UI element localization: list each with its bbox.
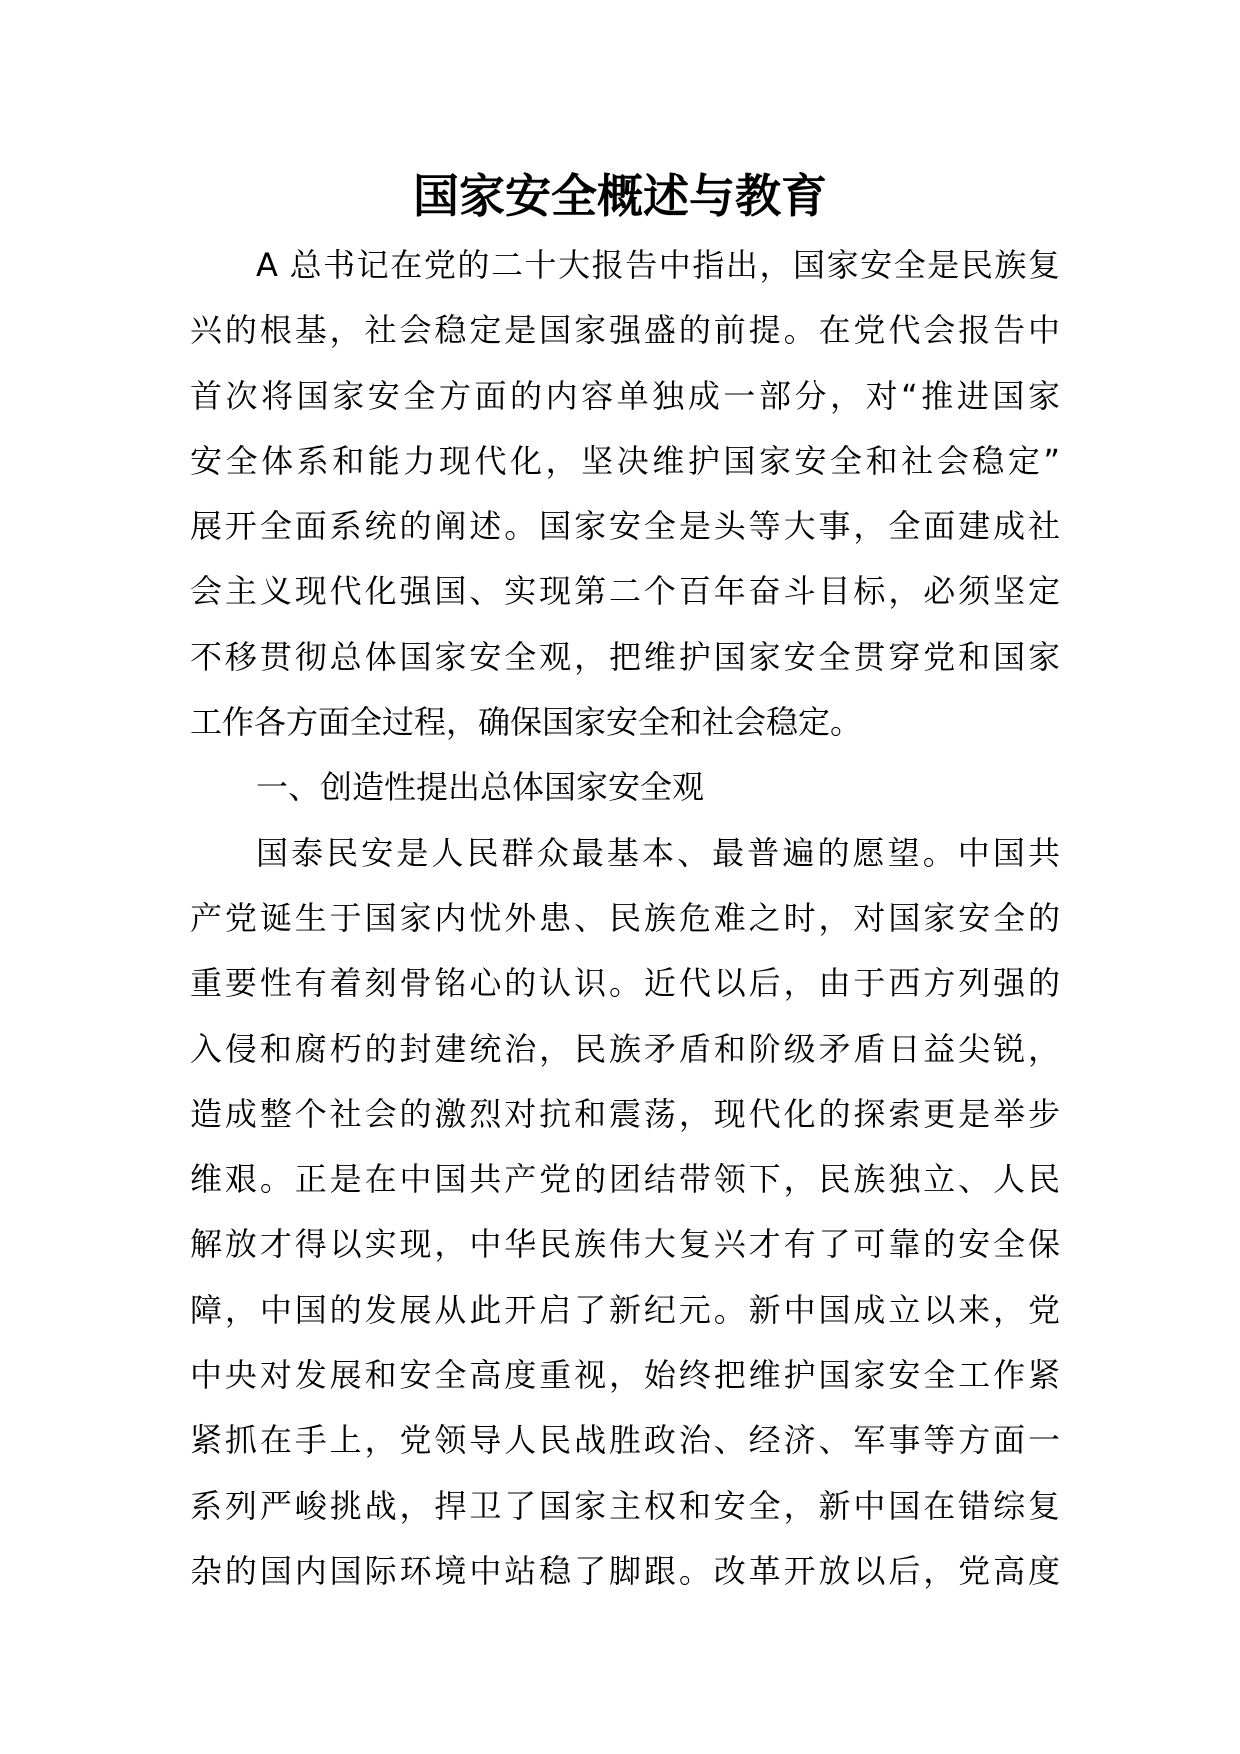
text-line: 国泰民安是人民群众最基本、最普遍的愿望。中国共: [256, 833, 1060, 872]
text-line: 工作各方面全过程，确保国家安全和社会稳定。: [190, 703, 863, 742]
text-line: 入侵和腐朽的封建统治，民族矛盾和阶级矛盾日益尖锐，: [190, 1029, 1060, 1068]
text-line: 造成整个社会的激烈对抗和震荡，现代化的探索更是举步: [190, 1094, 1060, 1133]
text-line: 杂的国内国际环境中站稳了脚跟。改革开放以后，党高度: [190, 1551, 1060, 1590]
text-line: 展开全面系统的阐述。国家安全是头等大事，全面建成社: [190, 507, 1060, 546]
text-line: 一、创造性提出总体国家安全观: [256, 768, 705, 807]
text-line: 安全体系和能力现代化，坚决维护国家安全和社会稳定”: [190, 441, 1060, 480]
text-line: 会主义现代化强国、实现第二个百年奋斗目标，必须坚定: [190, 572, 1060, 611]
text-line: 系列严峻挑战，捍卫了国家主权和安全，新中国在错综复: [190, 1486, 1060, 1525]
text-line: 解放才得以实现，中华民族伟大复兴才有了可靠的安全保: [190, 1225, 1060, 1264]
text-line: 紧抓在手上，党领导人民战胜政治、经济、军事等方面一: [190, 1421, 1060, 1460]
text-line: 中央对发展和安全高度重视，始终把维护国家安全工作紧: [190, 1356, 1060, 1395]
text-line: 兴的根基，社会稳定是国家强盛的前提。在党代会报告中: [190, 311, 1060, 350]
text-line: 障，中国的发展从此开启了新纪元。新中国成立以来，党: [190, 1290, 1060, 1329]
document-body: [190, 233, 1060, 1604]
text-line: A 总书记在党的二十大报告中指出，国家安全是民族复: [256, 246, 1060, 284]
text-line: 首次将国家安全方面的内容单独成一部分，对“推进国家: [190, 376, 1060, 415]
page-title: 国家安全概述与教育: [413, 169, 827, 223]
text-line: 维艰。正是在中国共产党的团结带领下，民族独立、人民: [190, 1160, 1060, 1199]
text-line: 重要性有着刻骨铭心的认识。近代以后，由于西方列强的: [190, 964, 1060, 1003]
text-line: 产党诞生于国家内忧外患、民族危难之时，对国家安全的: [190, 898, 1060, 937]
text-line: 不移贯彻总体国家安全观，把维护国家安全贯穿党和国家: [190, 637, 1060, 676]
